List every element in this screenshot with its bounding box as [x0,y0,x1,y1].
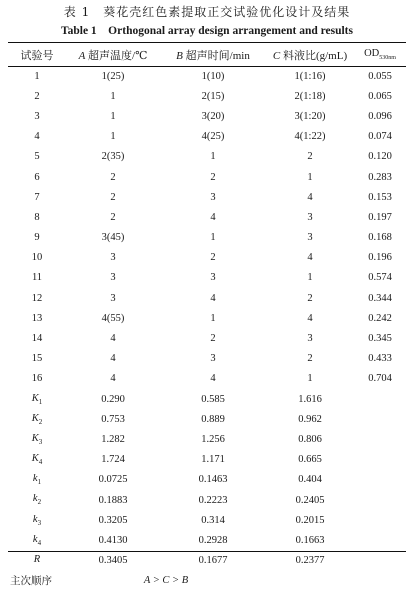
run-number-cell: 15 [31,353,43,365]
factor-c-cell: 4 [307,312,313,324]
table-row [8,187,406,207]
factor-c-cell: 2(1:18) [294,90,326,102]
run-number-cell: 3 [34,110,40,122]
od-cell: 0.153 [368,191,392,203]
factor-c-cell: 3 [307,211,313,223]
order-label-cell: 主次顺序 [10,576,52,588]
stat-b-cell: 0.1677 [198,555,228,567]
factor-b-cell: 2 [210,333,216,345]
stat-c-cell: 1.616 [298,393,322,405]
stat-subscript: 3 [37,518,42,527]
factor-a-cell: 1 [110,110,116,122]
od-wavelength: 530nm [379,55,396,62]
stat-row [8,450,406,470]
factor-a-cell: 3(45) [101,232,125,244]
table-row [8,228,406,248]
factor-c-cell: 2 [307,292,313,304]
stat-empty-cell [354,510,406,530]
stat-row [8,470,406,490]
stat-subscript: 3 [38,438,43,447]
factor-a-cell: 1 [110,90,116,102]
factor-a-cell: 4 [110,333,116,345]
od-cell: 0.704 [368,373,392,385]
stat-a-cell: 0.0725 [98,474,128,486]
factor-b-text: 超声时间/min [185,49,250,62]
stat-subscript: 4 [37,538,42,547]
table-row [8,268,406,288]
factor-c-cell: 2 [307,353,313,365]
stat-row [8,490,406,510]
stat-empty-cell [354,409,406,429]
factor-c-cell: 1(1:16) [294,70,326,82]
od-cell: 0.197 [368,211,392,223]
factor-c-cell: 1 [307,373,313,385]
factor-c-cell: 3 [307,232,313,244]
factor-c-cell: 4 [307,191,313,203]
table-row [8,86,406,106]
stat-b-cell: 1.171 [201,454,225,466]
factor-c-cell: 4(1:22) [294,131,326,143]
orthogonal-array-table [8,43,406,591]
stat-b-cell: 1.256 [201,433,225,445]
stat-c-cell: 0.665 [298,454,322,466]
od-main: OD [364,47,380,59]
stat-row [8,409,406,429]
factor-b-cell: 1 [210,232,216,244]
stat-a-cell: 1.282 [101,433,125,445]
od-cell: 0.120 [368,151,392,163]
factor-b-cell: 1 [210,312,216,324]
table-row [8,147,406,167]
stat-symbol: R [33,554,41,566]
table-row [8,66,406,86]
stat-empty-cell [354,530,406,550]
od-cell: 0.055 [368,70,392,82]
stat-label-cell [8,510,66,530]
factor-a-cell: 1 [110,131,116,143]
factor-a-text: 超声温度/℃ [88,49,148,62]
stat-row [8,429,406,449]
od-cell: 0.574 [368,272,392,284]
stat-b-cell: 0.2928 [198,534,228,546]
header-factor-c [266,43,354,66]
stat-label-cell [8,551,66,571]
factor-b-cell: 1 [210,151,216,163]
stat-symbol: K [31,392,39,404]
factor-b-cell: 4 [210,292,216,304]
run-number-cell: 1 [34,70,40,82]
factor-b-cell: 4 [210,373,216,385]
run-number-cell: 8 [34,211,40,223]
table-row [8,167,406,187]
table-row [8,288,406,308]
stat-a-cell: 0.1883 [98,494,128,506]
order-empty-cell [266,571,354,591]
od-cell: 0.065 [368,90,392,102]
header-row [8,43,406,66]
stat-empty-cell [354,470,406,490]
order-empty-cell [354,571,406,591]
factor-c-cell: 1 [307,272,313,284]
factor-b-cell: 3 [210,191,216,203]
stat-c-cell: 0.962 [298,413,322,425]
factor-b-cell: 4 [210,211,216,223]
factor-a-cell: 3 [110,272,116,284]
order-value-cell: A > C > B [143,575,189,587]
stat-subscript: 4 [38,458,43,467]
factor-b-cell: 3 [210,272,216,284]
run-number-cell: 2 [34,90,40,102]
factor-c-cell: 3 [307,333,313,345]
factor-a-cell: 4(55) [101,312,125,324]
stat-symbol: K [31,412,39,424]
stat-symbol: K [31,432,39,444]
run-number-cell: 11 [31,272,43,284]
factor-a-cell: 3 [110,252,116,264]
stat-subscript: 1 [37,478,42,487]
table-caption-english: Table 1 Orthogonal array design arrangement and results [61,25,353,37]
stat-symbol: k [32,493,38,505]
factor-a-cell: 4 [110,353,116,365]
factor-a-cell: 2(35) [101,151,125,163]
stat-label-cell [8,429,66,449]
factor-c-letter: C [272,49,281,62]
table-body [8,66,406,591]
stat-label-cell [8,450,66,470]
stat-row [8,510,406,530]
od-cell: 0.345 [368,333,392,345]
factor-b-cell: 2 [210,252,216,264]
stat-b-cell: 0.889 [201,413,225,425]
table-caption-chinese: 表 1 葵花壳红色素提取正交试验优化设计及结果 [63,5,351,19]
run-number-cell: 13 [31,312,43,324]
factor-a-cell: 3 [110,292,116,304]
run-number-cell: 5 [34,151,40,163]
factor-a-cell: 2 [110,211,116,223]
table-row [8,248,406,268]
header-od [354,43,406,66]
run-number-cell: 6 [34,171,40,183]
stat-label-cell [8,389,66,409]
header-factor-b [160,43,266,66]
stat-empty-cell [354,551,406,571]
stat-a-cell: 0.3405 [98,555,128,567]
stat-row [8,551,406,571]
factor-a-cell: 2 [110,191,116,203]
run-number-cell: 14 [31,333,43,345]
od-cell: 0.074 [368,131,392,143]
stat-label-cell [8,409,66,429]
table-row [8,207,406,227]
stat-empty-cell [354,429,406,449]
stat-a-cell: 0.290 [101,393,125,405]
od-cell: 0.433 [368,353,392,365]
stat-row [8,389,406,409]
stat-subscript: 2 [38,417,43,426]
factor-b-cell: 1(10) [201,70,225,82]
run-number-cell: 16 [31,373,43,385]
stat-empty-cell [354,389,406,409]
stat-c-cell: 0.1663 [295,534,325,546]
factor-b-cell: 3(20) [201,110,225,122]
stat-b-cell: 0.585 [201,393,225,405]
stat-c-cell: 0.2405 [295,494,325,506]
stat-a-cell: 0.3205 [98,514,128,526]
table-row [8,106,406,126]
stat-label-cell [8,470,66,490]
stat-subscript: 2 [37,498,42,507]
factor-c-cell: 2 [307,151,313,163]
table-row [8,328,406,348]
factor-b-cell: 4(25) [201,131,225,143]
run-number-cell: 12 [31,292,43,304]
stat-empty-cell [354,450,406,470]
od-cell: 0.283 [368,171,392,183]
stat-a-cell: 0.753 [101,413,125,425]
table-row [8,308,406,328]
order-row [8,571,406,591]
od-cell: 0.196 [368,252,392,264]
stat-symbol: k [32,513,38,525]
stat-label-cell [8,490,66,510]
stat-row [8,530,406,550]
stat-c-cell: 0.2015 [295,514,325,526]
stat-b-cell: 0.314 [201,514,225,526]
factor-c-cell: 4 [307,252,313,264]
factor-a-cell: 1(25) [101,70,125,82]
factor-b-cell: 2(15) [201,90,225,102]
factor-c-cell: 1 [307,171,313,183]
factor-b-cell: 2 [210,171,216,183]
od-cell: 0.168 [368,232,392,244]
table-row [8,127,406,147]
factor-b-cell: 3 [210,353,216,365]
stat-empty-cell [354,490,406,510]
table-row [8,349,406,369]
stat-label-cell [8,530,66,550]
stat-subscript: 1 [38,397,43,406]
factor-c-text: 料液比(g/mL) [282,49,348,62]
run-number-cell: 7 [34,191,40,203]
header-factor-a [66,43,160,66]
stat-b-cell: 0.1463 [198,474,228,486]
header-run-number: 试验号 [20,49,54,62]
od-cell: 0.344 [368,292,392,304]
run-number-cell: 9 [34,232,40,244]
factor-a-cell: 2 [110,171,116,183]
table-row [8,369,406,389]
stat-c-cell: 0.404 [298,474,322,486]
stat-b-cell: 0.2223 [198,494,228,506]
stat-a-cell: 0.4130 [98,534,128,546]
stat-symbol: k [32,533,38,545]
factor-a-cell: 4 [110,373,116,385]
stat-c-cell: 0.806 [298,433,322,445]
factor-a-letter: A [78,49,86,62]
od-cell: 0.096 [368,110,392,122]
factor-b-letter: B [176,49,183,62]
run-number-cell: 10 [31,252,43,264]
factor-c-cell: 3(1:20) [294,110,326,122]
od-cell: 0.242 [368,312,392,324]
stat-c-cell: 0.2377 [295,555,325,567]
stat-symbol: K [31,453,39,465]
stat-symbol: k [32,473,38,485]
run-number-cell: 4 [34,131,40,143]
stat-a-cell: 1.724 [101,454,125,466]
